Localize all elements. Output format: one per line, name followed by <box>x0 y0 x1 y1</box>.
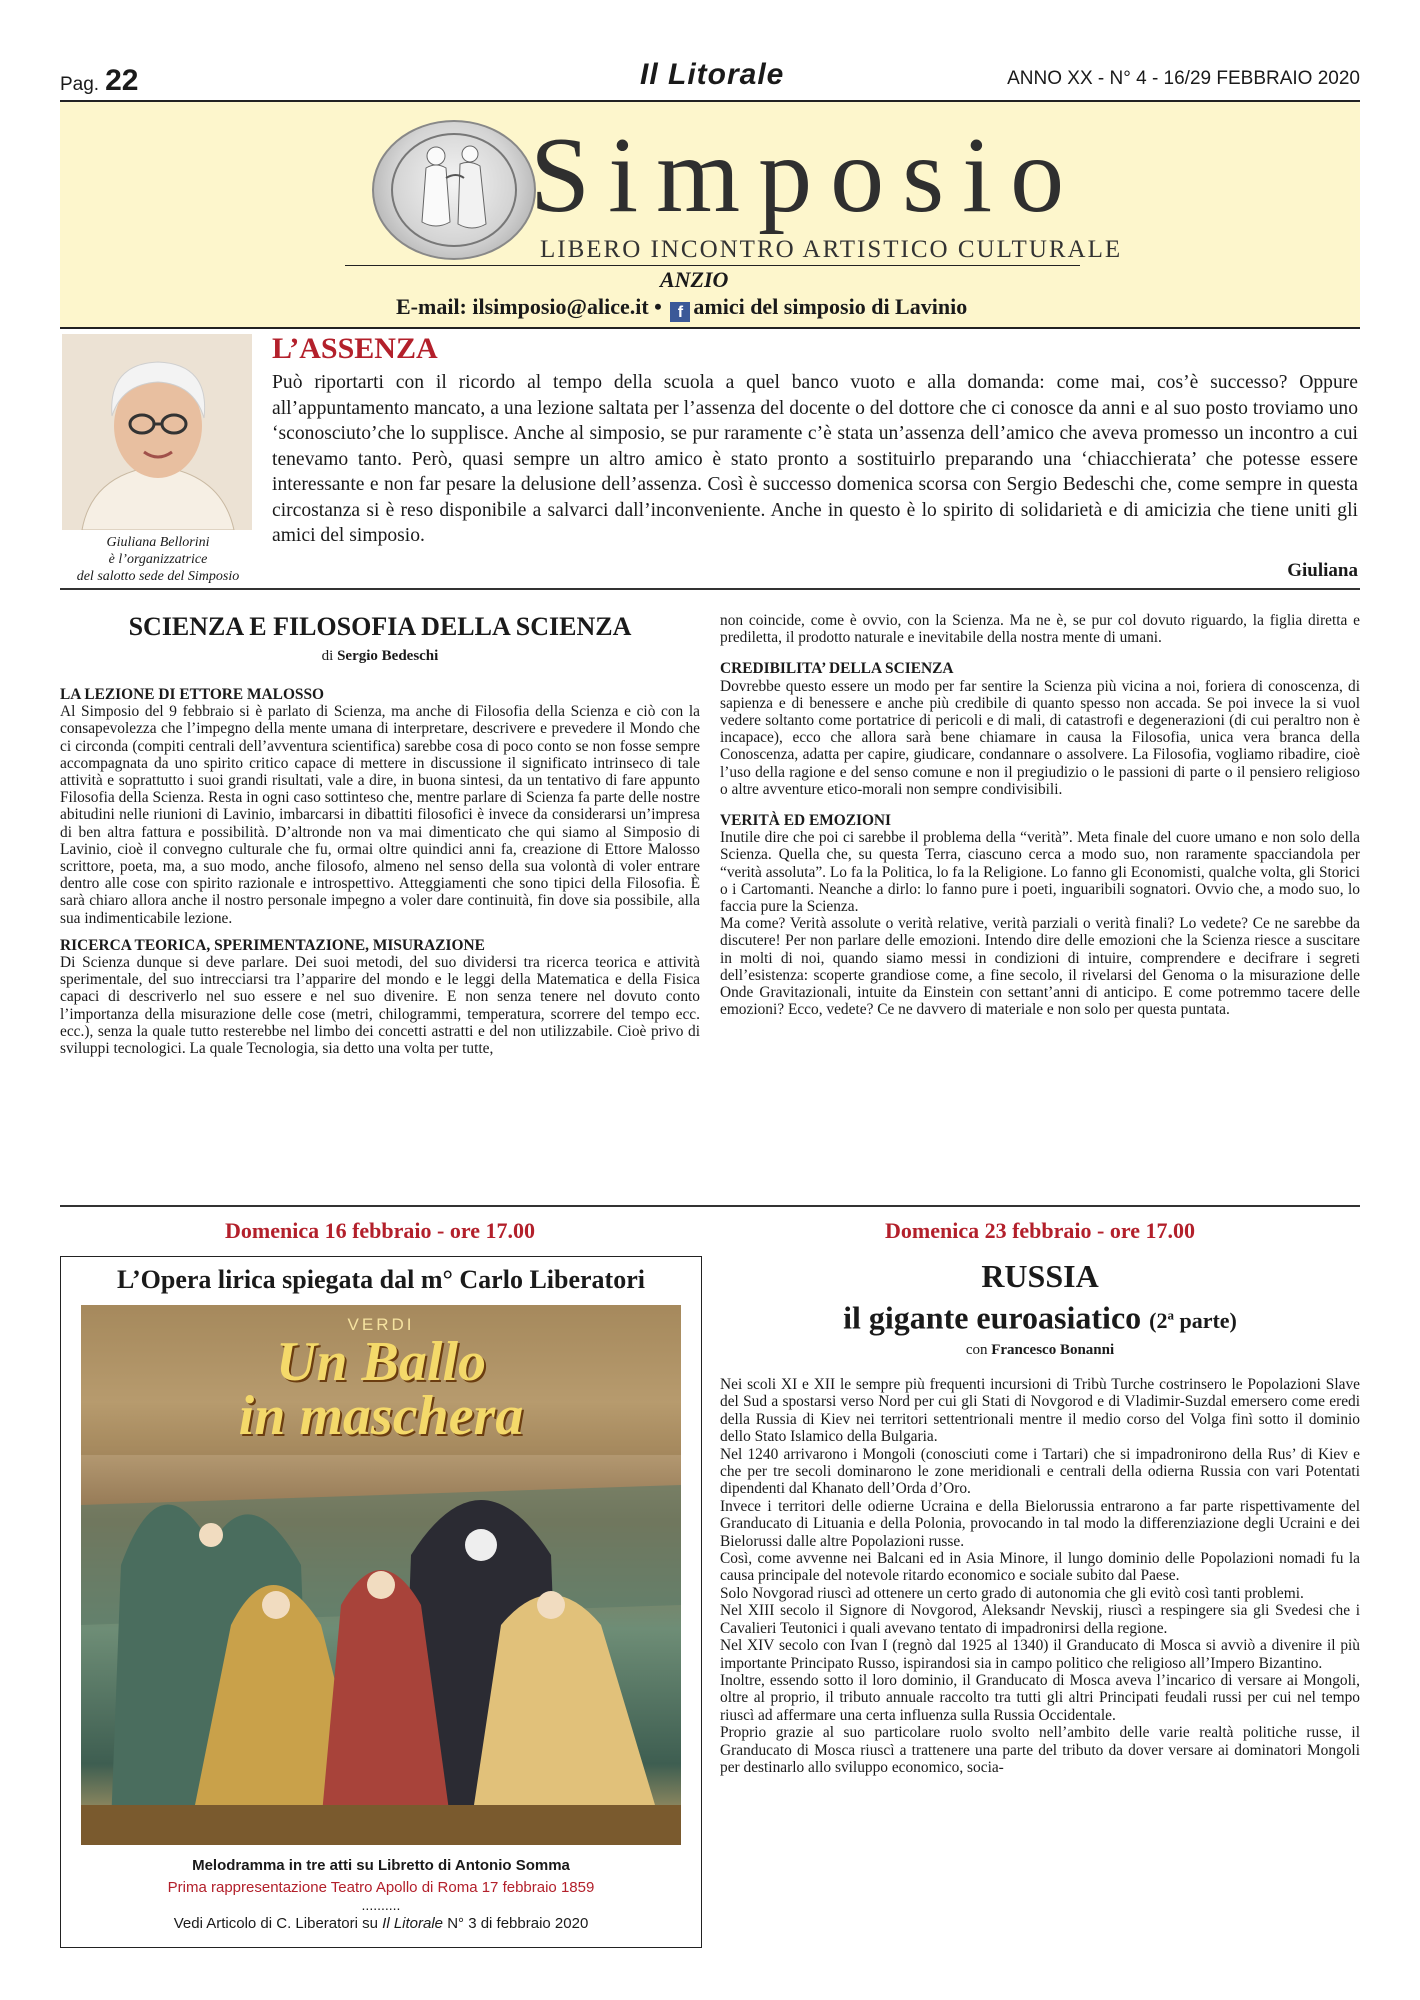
facebook-icon: f <box>670 302 690 322</box>
page-header <box>60 58 1360 98</box>
assenza-signature: Giuliana <box>1287 560 1358 581</box>
event-date-opera: Domenica 16 febbraio - ore 17.00 <box>225 1218 535 1243</box>
section-divider <box>60 588 1360 590</box>
paragraph: Così, come avvenne nei Balcani ed in Asia Minore, il lungo dominio delle Popolazioni nomadi fu la causa principale del notevole ritardo economico e sociale subito dal Paese. <box>720 1550 1360 1585</box>
opera-poster <box>81 1305 681 1845</box>
russia-title: RUSSIA il gigante euroasiatico (2$^a$ parte) <box>843 1258 1237 1336</box>
paragraph: Nei scoli XI e XII le sempre più frequenti incursioni di Tribù Turche costrinsero le Popolazioni Slave del Sud a spostarsi verso Nord per cui gli Stati di Novgorod e di Vladimir-Suzdal emersero come eredi della Russia di Kiev nei territori settentrionali mentre il medio corso del Volga finì sotto il dominio dello Stato Islamico della Bulgaria. <box>720 1376 1360 1446</box>
paragraph: Di Scienza dunque si deve parlare. Dei suoi metodi, del suo dividersi tra ricerca teorica e attività sperimentale, del suo intrecciarsi tra l’apparire del mondo e le leggi della Matematica e della Fisica capaci di descriverlo nel suo essere e nel suo divenire. E non senza tenere nel dovuto conto l’importanza della misurazione delle cose (metri, chilogrammi, temperatura, scorrere del tempo ecc. ecc.), senza la quale tutto resterebbe nel limbo dei concetti astratti e del non utilizzabile. Cioè privo di sviluppi tecnologici. La quale Tecnologia, sia detto una volta per tutte, <box>60 954 700 1058</box>
masthead <box>60 100 1360 329</box>
paragraph: non coincide, come è ovvio, con la Scienza. Ma ne è, se pur col dovuto riguardo, la figlia diretta e prediletta, il prodotto naturale e inevitabile della nostra mente di umani. <box>720 612 1360 647</box>
poster-title: Un Ballo in maschera <box>238 1331 524 1447</box>
scienza-column-left <box>60 676 700 1057</box>
page-number: Pag. 22 <box>60 64 139 97</box>
section-divider <box>60 1205 1360 1207</box>
section-heading: RICERCA TEORICA, SPERIMENTAZIONE, MISURAZIONE <box>60 936 485 954</box>
newspaper-name: Il Litorale <box>640 58 785 91</box>
facebook-link[interactable]: amici del simposio di Lavinio <box>693 294 968 319</box>
scienza-byline: di Sergio Bedeschi <box>321 648 439 664</box>
paragraph: Nel 1240 arrivarono i Mongoli (conosciuti come i Tartari) che si impadronirono della Rus’ di Kiev e che per tre secoli dominarono le zone meridionali e centrali della odierna Russia con vari Potentati dipendenti dal Khanato dell’Orda d’Oro. <box>720 1445 1360 1498</box>
section-heading: LA LEZIONE DI ETTORE MALOSSO <box>60 686 324 703</box>
paragraph: Inoltre, essendo sotto il loro dominio, il Granducato di Mosca aveva l’incarico di versare ai Mongoli, oltre al proprio, il tributo annuale raccolto tra tutti gli altri Principati feudali russi per cui nel tempo riuscì ad affermare una certa influenza sulla Russia Occidentale. <box>720 1671 1360 1724</box>
issue-info: ANNO XX - N° 4 - 16/29 FEBBRAIO 2020 <box>1007 68 1360 89</box>
masthead-divider <box>345 265 1080 266</box>
simposio-logo-icon <box>372 120 536 260</box>
email-link[interactable]: E-mail: ilsimposio@alice.it • <box>396 294 662 319</box>
paragraph: Proprio grazie al suo particolare ruolo svolto nell’ambito delle varie realtà politiche russe, il Granducato di Mosca riuscì a trattenere una parte del tributo da dover versare ai dominatori Mongoli per destinarlo allo sviluppo economico, socia- <box>720 1724 1360 1776</box>
masthead-subtitle: LIBERO INCONTRO ARTISTICO CULTURALE <box>540 236 1123 263</box>
paragraph: Invece i territori delle odierne Ucraina e della Bielorussia entrarono a far parte rispettivamente del Granducato di Lituania e della Polonia, provocando in tal modo la differenziazione degli Ucraini e dei Bielorussi dalle altre Popolazioni russe. <box>720 1497 1360 1550</box>
assenza-text: Può riportarti con il ricordo al tempo della scuola a quel banco vuoto e alla domanda: come mai, cos’è successo? Oppure all’appuntamento mancato, a una lezione saltata per l’assenza del docente o del dottore che ci conosce da anni e al suo posto troviamo uno ‘sconosciuto’che lo supplisce. Anche al simposio, se pur raramente c’è stata un’assenza dell’amico che aveva promesso un incontro a cui tenevamo tanto. Però, quasi sempre un altro amico è stato pronto a sostituirlo preparando una ‘chiacchierata’ che potesse essere interessante e non far pesare la delusione dell’assenza. Così è successo domenica scorsa con Sergio Bedeschi che, come sempre in questa circostanza si è reso disponibile a salvarci dall’inconveniente. Anche in questo è lo spirito di solidarietà e di amicizia che tiene uniti gli amici del simposio. <box>272 372 1358 546</box>
event-date-russia: Domenica 23 febbraio - ore 17.00 <box>885 1218 1195 1243</box>
paragraph: Nel XIII secolo il Signore di Novgorod, Aleksandr Nevskij, riuscì a respingere sia gli Svedesi che i Cavalieri Teutonici i quali avevano tentato di impadronirsi della regione. <box>720 1602 1360 1637</box>
russia-byline: con Francesco Bonanni <box>965 1342 1115 1358</box>
opera-caption: Melodramma in tre atti su Libretto di Antonio Somma <box>192 1857 570 1874</box>
paragraph: Inutile dire che poi ci sarebbe il problema della “verità”. Meta finale del cuore umano e non solo della Scienza. Quella che, su questa Terra, ciascuno cerca a modo suo, non raramente spacciandola per “verità assoluta”. Lo fa la Politica, lo fa la Religione. Lo fanno gli Economisti, qualche volta, gli Storici o i Cartomanti. Neanche a dirlo: lo fanno pure i poeti, inguaribili sognatori. Ovvio che, a modo suo, lo faccia pure la Scienza. <box>720 829 1360 916</box>
paragraph: Al Simposio del 9 febbraio si è parlato di Scienza, ma anche di Filosofia della Scienza e ciò con la consapevolezza che l’impegno della mente umana di interpretare, descrivere e prevedere il Mondo che ci circonda (compiti centrali dell’avventura scientifica) sarebbe cosa di poco conto se non fosse sempre accompagnata da uno spirito critico capace di mettere in discussione il significato intrinseco di tale attività e soprattutto i suoi grandi risultati, vale a dire, in buona sintesi, da un tentativo di fare appunto Filosofia della Scienza. Resta in ogni caso sottinteso che, mentre parlare di Scienza fa parte delle nostre abitudini nelle riunioni di Lavinio, imbarcarsi in dibattiti filosofici è invece da considerarsi un’impresa di ben altra fattura e possibilità. D’altronde non va mai dimenticato che qui siamo al Simposio di Lavinio, cioè il convegno culturale che fu, ormai oltre quindici anni fa, creazione di Ettore Malosso scrittore, poeta, ma, a suo modo, anche filosofo, almeno nel senso della sua volontà di voler entrare dentro alle cose con spirito razionale e introspettivo. Atteggiamenti che sono tipici della Filosofia. È sarà chiaro allora anche il nostro personale impegno a voler dare continuità, fin dove sia possibile, alla sua indimenticabile lezione. <box>60 703 700 927</box>
paragraph: Nel XIV secolo con Ivan I (regnò dal 1925 al 1340) il Granducato di Mosca si avviò a divenire il più importante Principato Russo, ispirandosi sia in campo politico che religioso all’Impero Bizantino. <box>720 1637 1360 1672</box>
author-photo <box>62 334 252 530</box>
scienza-title: SCIENZA E FILOSOFIA DELLA SCIENZA <box>128 612 632 641</box>
section-heading: VERITÀ ED EMOZIONI <box>720 812 892 830</box>
assenza-title: L’ASSENZA <box>272 332 438 365</box>
poster-composer: VERDI <box>347 1315 415 1334</box>
opera-box <box>60 1256 702 1948</box>
paragraph: Dovrebbe questo essere un modo per far sentire la Scienza più vicina a noi, foriera di conoscenza, di sapienza e di benessere e anche più credibile di quanto spesso non accada. Se poi invece la si vuol vedere soltanto come portatrice di pericoli e di mali, di catastrofi e degenerazioni (di cui peraltro non è incapace), ecco che allora sarà bene chiamare in causa la Filosofia, unica vera branca della Conoscenza, adatta per capire, giudicare, condannare o assolvere. La Filosofia, vogliamo ribadire, cioè l’uso della ragione e del senso comune e non il pregiudizio o le passioni di parte o il pensiero religioso o altre avventure etico-morali non sempre condivisibili. <box>720 677 1360 798</box>
photo-caption: Giuliana Bellorini è l’organizzatrice del salotto sede del Simposio <box>76 535 240 584</box>
opera-reference: Vedi Articolo di C. Liberatori su Il Litorale N° 3 di febbraio 2020 <box>173 1915 589 1932</box>
opera-premiere: Prima rappresentazione Teatro Apollo di Roma 17 febbraio 1859 <box>167 1879 595 1896</box>
paragraph: Solo Novgorad riuscì ad ottenere un certo grado di autonomia che gli evitò così tanti problemi. <box>720 1584 1304 1602</box>
contact-line <box>396 294 967 322</box>
scienza-column-right <box>720 612 1360 1018</box>
russia-column <box>720 1376 1360 1776</box>
masthead-title: Simposio <box>530 116 1083 235</box>
paragraph: Ma come? Verità assolute o verità relative, verità parziali o verità finali? Lo vedete? Ce ne sarebbe da discutere! Per non parlare delle emozioni. Intendo dire delle emozioni che la Scienza riesce a suscitare in molti di noi, quando siamo messi in condizioni di intuire, comprendere e decifrare i segreti dell’esistenza: scoperte grandiose come, a fine secolo, il rivelarsi del Genoma o la misurazione delle Onde Gravitazionali, intuite da Einstein con settant’anni di anticipo. E come potremmo tacere delle emozioni? Ecco, vedete? Ce ne davvero di materiale e non solo per questa puntata. <box>720 915 1360 1019</box>
opera-dots: .......... <box>361 1897 401 1913</box>
opera-title: L’Opera lirica spiegata dal m° Carlo Liberatori <box>117 1265 645 1294</box>
section-heading: CREDIBILITA’ DELLA SCIENZA <box>720 660 954 678</box>
masthead-city: ANZIO <box>660 267 729 292</box>
